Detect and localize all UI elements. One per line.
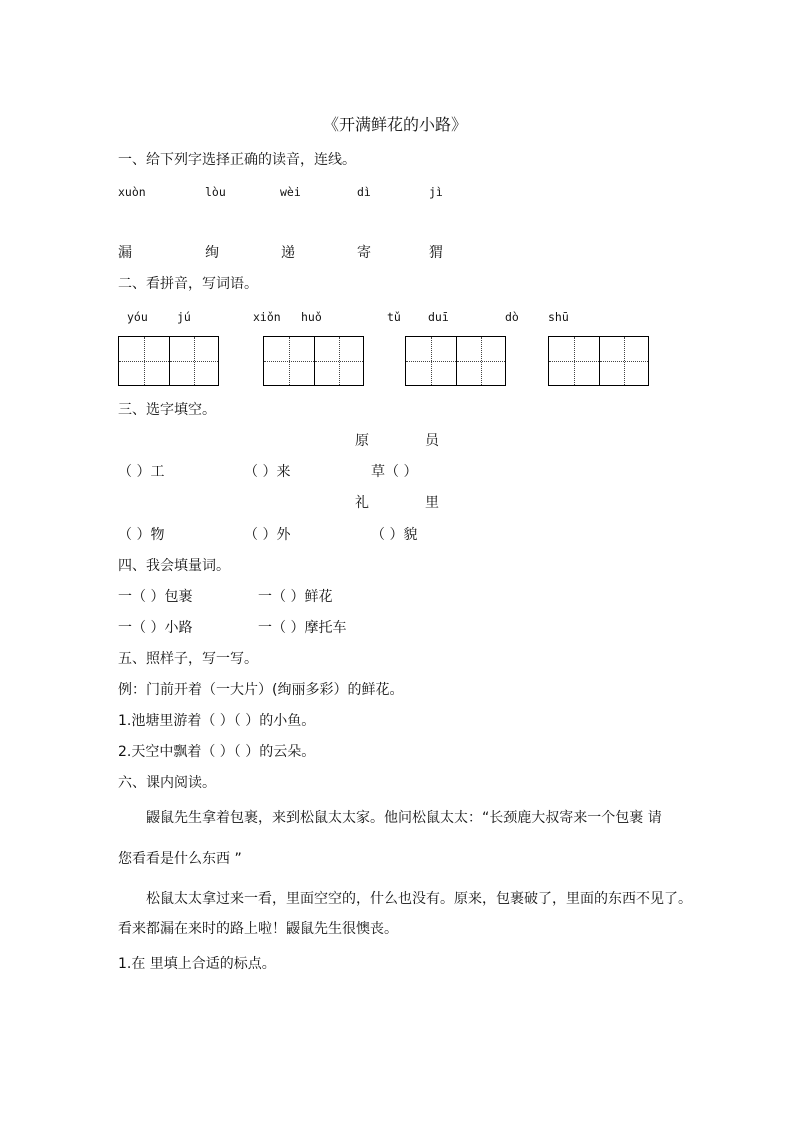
q2-pinyin-8: shū bbox=[548, 310, 569, 324]
reading-paragraph-2-line-2: 看来都漏在来时的路上啦！鼹鼠先生很懊丧。 bbox=[118, 921, 398, 937]
writing-grid-2[interactable] bbox=[263, 336, 364, 386]
grid-cell[interactable] bbox=[169, 337, 219, 385]
q3-blank-5[interactable]: （ ）外 bbox=[244, 527, 291, 543]
grid-cell[interactable] bbox=[119, 337, 169, 385]
reading-paragraph-1-line-1: 鼹鼠先生拿着包裹，来到松鼠太太家。他问松鼠太太：“长颈鹿大叔寄来一个包裹 请 bbox=[146, 810, 662, 826]
reading-paragraph-1-line-2: 您看看是什么东西 ” bbox=[118, 851, 242, 867]
section-1-heading: 一、给下列字选择正确的读音，连线。 bbox=[118, 152, 356, 168]
q5-item-2[interactable]: 2.天空中飘着（ ）（ ）的云朵。 bbox=[118, 744, 316, 760]
q1-char-3: 递 bbox=[281, 245, 295, 261]
grid-cell[interactable] bbox=[549, 337, 599, 385]
q2-pinyin-4: huǒ bbox=[301, 310, 322, 324]
section-6-heading: 六、课内阅读。 bbox=[118, 775, 216, 791]
q3-choice-1a: 原 bbox=[355, 433, 369, 449]
q3-blank-3[interactable]: 草（ ） bbox=[371, 464, 418, 480]
q3-blank-1[interactable]: （ ）工 bbox=[118, 464, 165, 480]
q4-blank-1[interactable]: 一（ ）包裹 bbox=[118, 589, 193, 605]
q5-item-1[interactable]: 1.池塘里游着（ ）（ ）的小鱼。 bbox=[118, 713, 316, 729]
q1-pinyin-5: jì bbox=[429, 185, 443, 199]
q3-choice-1b: 员 bbox=[425, 433, 439, 449]
q2-pinyin-2: jú bbox=[177, 310, 191, 324]
q2-pinyin-7: dò bbox=[505, 310, 519, 324]
section-4-heading: 四、我会填量词。 bbox=[118, 558, 230, 574]
grid-cell[interactable] bbox=[264, 337, 314, 385]
q3-blank-4[interactable]: （ ）物 bbox=[118, 527, 165, 543]
q1-pinyin-1: xuòn bbox=[118, 185, 146, 199]
grid-cell[interactable] bbox=[456, 337, 506, 385]
grid-cell[interactable] bbox=[314, 337, 364, 385]
q3-blank-2[interactable]: （ ）来 bbox=[244, 464, 291, 480]
q1-char-5: 猬 bbox=[429, 245, 443, 261]
q5-example: 例：门前开着（一大片）(绚丽多彩）的鲜花。 bbox=[118, 682, 404, 698]
q1-pinyin-4: dì bbox=[357, 185, 371, 199]
q3-choice-2b: 里 bbox=[425, 495, 439, 511]
section-2-heading: 二、看拼音，写词语。 bbox=[118, 276, 258, 292]
q2-pinyin-6: duī bbox=[428, 310, 449, 324]
writing-grid-3[interactable] bbox=[405, 336, 506, 386]
q4-blank-2[interactable]: 一（ ）鲜花 bbox=[258, 589, 333, 605]
grid-cell[interactable] bbox=[406, 337, 456, 385]
q1-pinyin-3: wèi bbox=[280, 185, 301, 199]
q1-pinyin-2: lòu bbox=[205, 185, 226, 199]
q1-char-2: 绚 bbox=[205, 245, 219, 261]
q6-question-1: 1.在 里填上合适的标点。 bbox=[118, 956, 276, 972]
q2-pinyin-5: tǔ bbox=[387, 310, 401, 324]
section-5-heading: 五、照样子，写一写。 bbox=[118, 651, 258, 667]
writing-grid-1[interactable] bbox=[118, 336, 219, 386]
q1-char-4: 寄 bbox=[357, 245, 371, 261]
page-title: 《开满鲜花的小路》 bbox=[323, 115, 468, 134]
grid-cell[interactable] bbox=[599, 337, 649, 385]
q3-choice-2a: 礼 bbox=[355, 495, 369, 511]
section-3-heading: 三、选字填空。 bbox=[118, 402, 216, 418]
q4-blank-3[interactable]: 一（ ）小路 bbox=[118, 620, 193, 636]
writing-grid-4[interactable] bbox=[548, 336, 649, 386]
reading-paragraph-2-line-1: 松鼠太太拿过来一看，里面空空的，什么也没有。原来，包裹破了，里面的东西不见了。 bbox=[146, 891, 692, 907]
q2-pinyin-3: xiǒn bbox=[253, 310, 281, 324]
q2-pinyin-1: yóu bbox=[127, 310, 148, 324]
q3-blank-6[interactable]: （ ）貌 bbox=[371, 527, 418, 543]
q1-char-1: 漏 bbox=[118, 245, 132, 261]
q4-blank-4[interactable]: 一（ ）摩托车 bbox=[258, 620, 347, 636]
